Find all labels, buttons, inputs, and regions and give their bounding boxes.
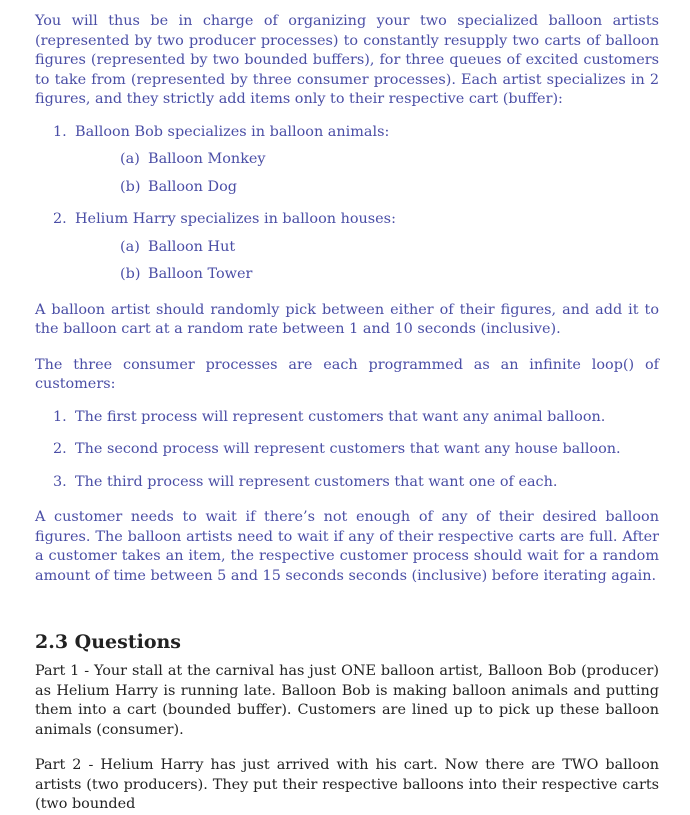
question-part-2: Part 2 - Helium Harry has just arrived with his cart. Now there are TWO balloon artists (two producers). They put their respective balloons into their respective carts (two bounded	[35, 757, 659, 812]
list-number: 2.	[53, 211, 67, 227]
list-item	[75, 150, 659, 170]
section-heading: 2.3 Questions	[35, 631, 181, 653]
list-number: 2.	[53, 441, 67, 457]
list-number: 1.	[53, 123, 67, 140]
list-item	[35, 473, 659, 493]
figure-list	[75, 150, 659, 197]
list-number: (b)	[120, 178, 141, 195]
list-item-text: Balloon Bob specializes in balloon animals:	[75, 123, 390, 140]
list-item-text: Balloon Hut	[148, 238, 236, 255]
wait-rule-paragraph: A customer needs to wait if there’s not enough of any of their desired balloon figures. The balloon artists need to wait if any of their respective carts are full. After a customer takes an item, the respective customer process should wait for a random amount of time between 5 and 15 seconds seconds (inclusive) before iterating again.	[35, 509, 659, 584]
list-item	[35, 210, 659, 285]
list-item-text: Balloon Monkey	[148, 151, 266, 167]
figure-list	[75, 238, 659, 285]
consumers-intro-paragraph: The three consumer processes are each programmed as an infinite loop() of customers:	[35, 356, 659, 392]
list-item	[35, 408, 659, 428]
list-item	[35, 123, 659, 198]
list-number: (a)	[120, 151, 140, 167]
list-item-text: Balloon Dog	[148, 178, 237, 195]
list-number: 3.	[53, 473, 67, 490]
list-item	[75, 178, 659, 198]
consumer-list	[35, 408, 659, 493]
list-item-text: The third process will represent customers that want one of each.	[75, 473, 558, 490]
list-number: 1.	[53, 408, 67, 425]
intro-paragraph: You will thus be in charge of organizing your two specialized balloon artists (represented by two producer processes) to constantly resupply two carts of balloon figures (represented by two bounded buffers), for three queues of excited customers to take from (represented by three consumer processes). Each artist specializes in 2 figures, and they strictly add items only to their respective cart (buffer):	[35, 13, 659, 107]
document-page	[35, 12, 659, 815]
list-item	[35, 440, 659, 460]
list-item-text: The second process will represent customers that want any house balloon.	[75, 441, 621, 457]
list-item-text: Helium Harry specializes in balloon houses:	[75, 211, 396, 227]
list-number: (a)	[120, 238, 140, 255]
question-part-1: Part 1 - Your stall at the carnival has just ONE balloon artist, Balloon Bob (producer) as Helium Harry is running late. Balloon Bob is making balloon animals and putting them into a cart (bounded buffer). Customers are lined up to pick up these balloon animals (consumer).	[35, 663, 659, 738]
list-item	[75, 238, 659, 258]
list-number: (b)	[120, 266, 141, 282]
list-item	[75, 265, 659, 285]
list-item-text: Balloon Tower	[148, 266, 253, 282]
artist-list	[35, 123, 659, 285]
list-item-text: The first process will represent customers that want any animal balloon.	[75, 408, 606, 425]
artist-rule-paragraph: A balloon artist should randomly pick between either of their figures, and add it to the balloon cart at a random rate between 1 and 10 seconds (inclusive).	[35, 301, 659, 337]
